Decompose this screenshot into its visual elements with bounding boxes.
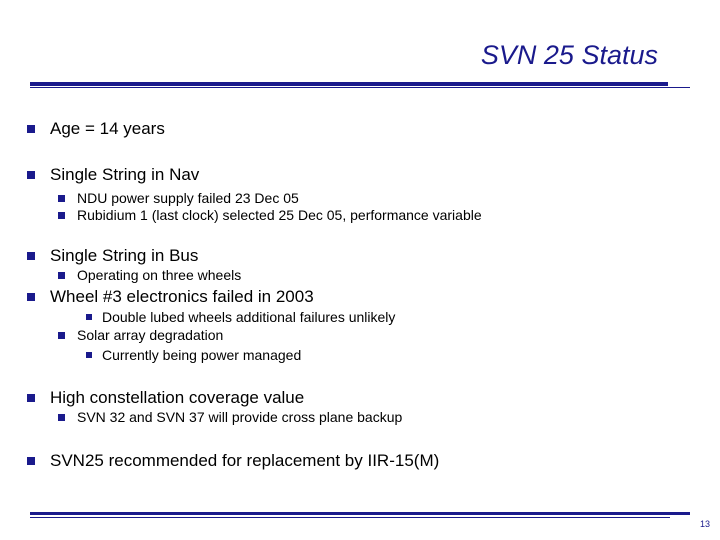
bullet-replacement: [27, 451, 439, 471]
footer-divider: [30, 512, 690, 515]
sub-bullet-rubidium: [58, 207, 482, 223]
bullet-marker: [27, 125, 35, 133]
bullet-marker: [58, 414, 65, 421]
sub-bullet-wheels: [58, 267, 241, 283]
bullet-marker: [58, 332, 65, 339]
sub-sub-bullet-lubed: [86, 309, 395, 325]
bullet-marker: [58, 272, 65, 279]
sub-bullet-ndu: [58, 190, 299, 206]
bullet-text: Currently being power managed: [102, 347, 302, 363]
bullet-marker: [58, 212, 65, 219]
bullet-marker: [27, 293, 35, 301]
bullet-marker: [58, 195, 65, 202]
bullet-marker: [27, 394, 35, 402]
bullet-text: Age = 14 years: [50, 119, 165, 138]
bullet-age: [27, 119, 165, 139]
sub-sub-bullet-power: [86, 347, 301, 363]
bullet-text: SVN 32 and SVN 37 will provide cross plane backup: [77, 409, 403, 425]
bullet-text: Solar array degradation: [77, 327, 224, 343]
bullet-text: SVN25 recommended for replacement by IIR-15(M): [50, 451, 440, 470]
bullet-marker: [27, 171, 35, 179]
bullet-text: Rubidium 1 (last clock) selected 25 Dec 05, performance variable: [77, 207, 482, 223]
footer-divider-thin: [30, 517, 670, 518]
bullet-marker: [27, 252, 35, 260]
bullet-text: NDU power supply failed 23 Dec 05: [77, 190, 299, 206]
sub-bullet-solar: [58, 327, 223, 343]
bullet-text: Wheel #3 electronics failed in 2003: [50, 287, 314, 306]
sub-bullet-backup: [58, 409, 402, 425]
bullet-text: Operating on three wheels: [77, 267, 242, 283]
bullet-text: Single String in Nav: [50, 165, 200, 184]
page-number: 13: [699, 519, 710, 529]
bullet-text: High constellation coverage value: [50, 388, 305, 407]
bullet-bus: [27, 246, 198, 266]
bullet-wheel3: [27, 287, 314, 307]
bullet-text: Double lubed wheels additional failures unlikely: [102, 309, 396, 325]
bullet-marker: [86, 314, 92, 320]
bullet-marker: [27, 457, 35, 465]
slide-title: SVN 25 Status: [480, 40, 658, 70]
title-divider-thin: [30, 87, 690, 88]
bullet-nav: [27, 165, 199, 185]
bullet-coverage: [27, 388, 304, 408]
bullet-marker: [86, 352, 92, 358]
bullet-text: Single String in Bus: [50, 246, 199, 265]
title-divider: [30, 82, 668, 86]
